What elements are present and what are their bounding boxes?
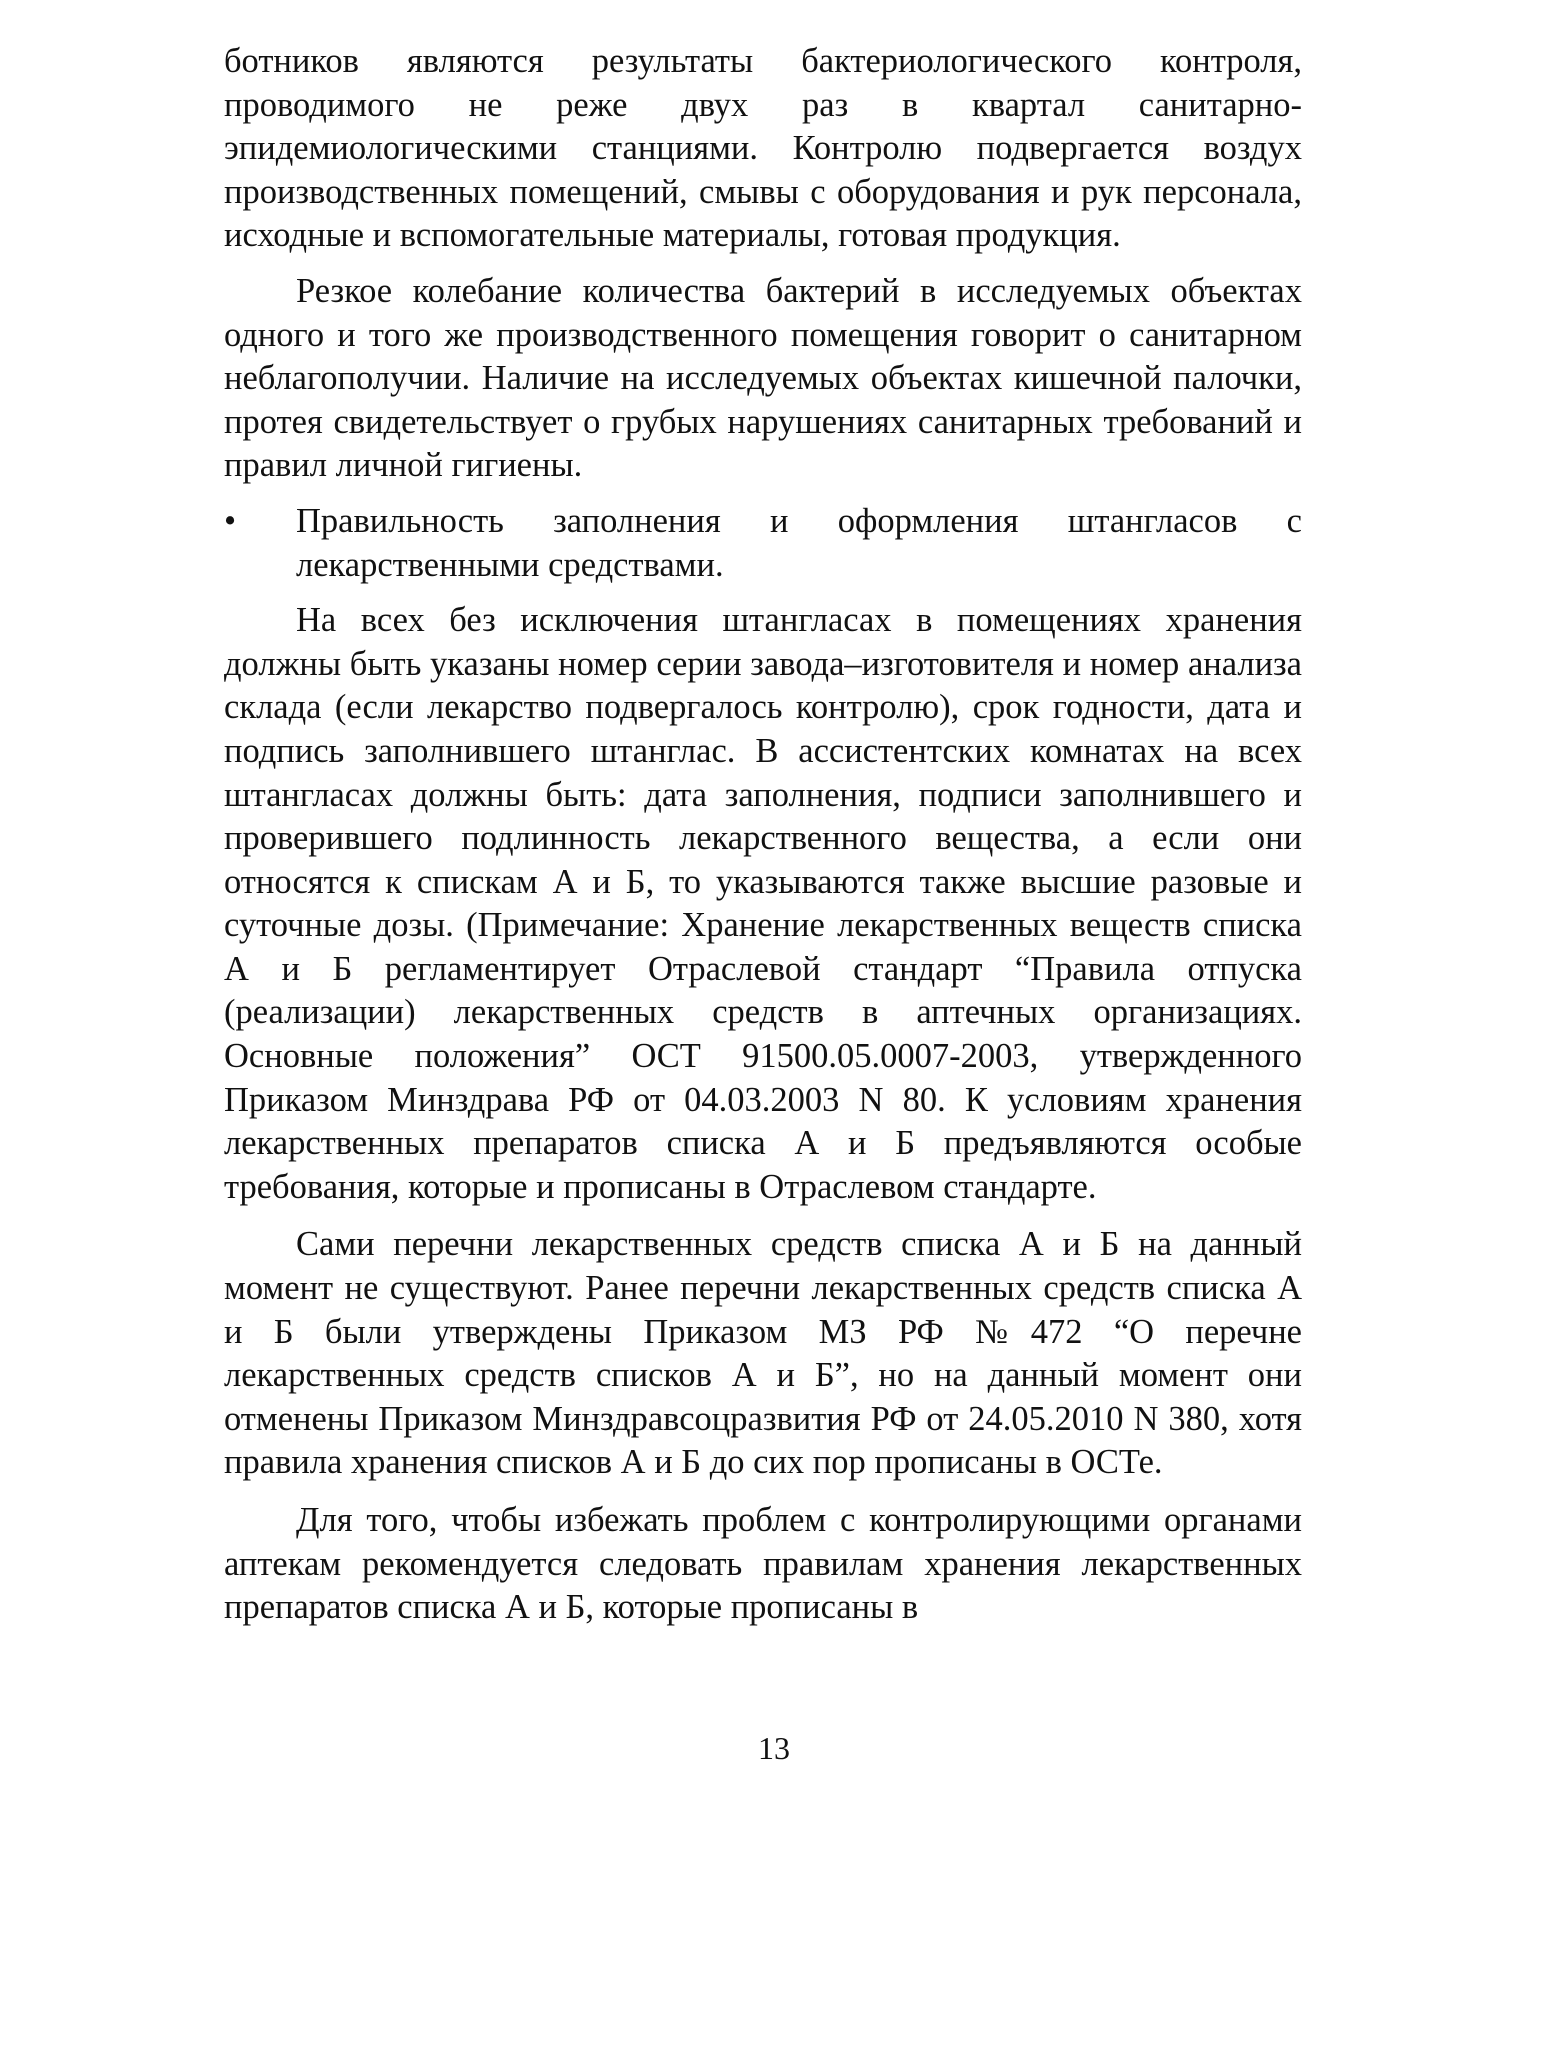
body-text <box>224 40 1302 1630</box>
paragraph-recommendation: Для того, чтобы избежать проблем с контролирующими органами аптекам рекомендуется следовать правилам хранения лекарственных препаратов списка А и Б, которые прописаны в <box>224 1501 1302 1627</box>
page-number: 13 <box>758 1730 790 1766</box>
bullet-item-shtanglas <box>224 500 1302 587</box>
bullet-item-text: Правильность заполнения и оформления штангласов с лекарственными средствами. <box>296 501 1302 584</box>
paragraph-bacteria-fluctuation: Резкое колебание количества бактерий в исследуемых объектах одного и того же производственного помещения говорит о санитарном неблагополучии. Наличие на исследуемых объектах кишечной палочки, протея свидетельствует о грубых нарушениях санитарных требований и правил личной гигиены. <box>224 271 1302 485</box>
paragraph-shtanglas-requirements: На всех без исключения штангласах в помещениях хранения должны быть указаны номер серии завода–изготовителя и номер анализа склада (если лекарство подвергалось контролю), срок годности, дата и подпись заполнившего штанглас. В ассистентских комнатах на всех штангласах должны быть: дата заполнения, подписи заполнившего и проверившего подлинность лекарственного вещества, а если они относятся к спискам А и Б, то указываются также высшие разовые и суточные дозы. (Примечание: Хранение лекарственных веществ списка А и Б регламентирует Отраслевой стандарт “Правила отпуска (реализации) лекарственных средств в аптечных организациях. Основные положения” ОСТ 91500.05.0007-2003, утвержденного Приказом Минздрава РФ от 04.03.2003 N 80. К условиям хранения лекарственных препаратов списка А и Б предъявляются особые требования, которые и прописаны в Отраслевом стандарте. <box>224 601 1302 1206</box>
bullet-icon: • <box>224 501 237 540</box>
paragraph-continuation: ботников являются результаты бактериологического контроля, проводимого не реже двух раз в квартал санитарно-эпидемиологическими станциями. Контролю подвергается воздух производственных помещений, смывы с оборудования и рук персонала, исходные и вспомогательные материалы, готовая продукция. <box>224 42 1302 255</box>
paragraph-lists-a-b: Сами перечни лекарственных средств списка А и Б на данный момент не существуют. Ранее перечни лекарственных средств списка А и Б были утверждены Приказом МЗ РФ №472 “О перечне лекарственных средств списков А и Б”, но на данный момент они отменены Приказом Минздравсоцразвития РФ от 24.05.2010 N 380, хотя правила хранения списков А и Б до сих пор прописаны в ОСТе. <box>224 1225 1302 1482</box>
